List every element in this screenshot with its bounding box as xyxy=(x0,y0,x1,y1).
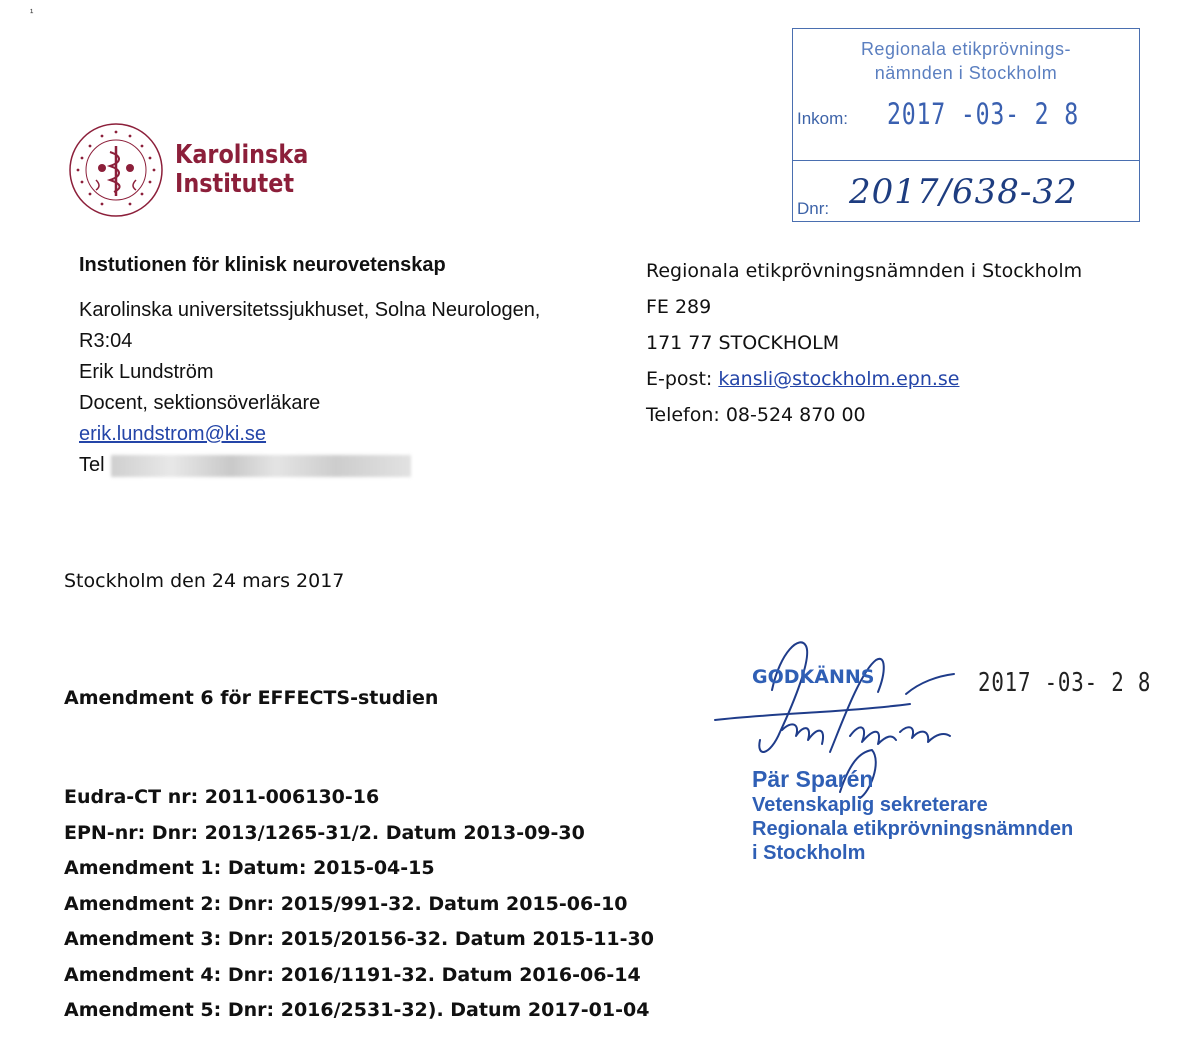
recipient-email-link[interactable]: kansli@stockholm.epn.se xyxy=(718,368,960,390)
stamp-org-line1: Regionala etikprövnings- xyxy=(860,39,1072,59)
signer-title: Vetenskaplig sekreterare xyxy=(752,794,988,816)
sender-tel-label: Tel xyxy=(79,454,105,476)
signer-org-line1: Regionala etikprövningsnämnden xyxy=(752,818,1074,840)
sender-tel-row xyxy=(79,450,619,481)
place-date: Stockholm den 24 mars 2017 xyxy=(64,570,345,592)
recipient-email-row xyxy=(646,361,1082,397)
karolinska-seal-icon xyxy=(66,120,166,220)
stamp-divider xyxy=(793,160,1139,161)
sender-department: Instutionen för klinisk neurovetenskap xyxy=(79,254,446,276)
logo-name-line2: Institutet xyxy=(175,169,295,199)
stamp-inkom-date: 2017 -03- 2 8 xyxy=(887,97,1079,131)
sender-email-link[interactable]: erik.lundstrom@ki.se xyxy=(79,423,267,445)
sender-address-line2: R3:04 xyxy=(79,330,133,352)
approval-word: GODKÄNNS xyxy=(752,666,875,688)
recipient-org: Regionala etikprövningsnämnden i Stockholm xyxy=(646,260,1083,282)
stamp-org xyxy=(793,37,1139,85)
redacted-phone xyxy=(111,455,411,477)
reference-item: Eudra-CT nr: 2011-006130-16 xyxy=(64,786,380,808)
reference-item: Amendment 5: Dnr: 2016/2531-32). Datum 2017-01-04 xyxy=(64,999,650,1021)
signer-org-line2: i Stockholm xyxy=(752,842,866,864)
stamp-dnr-value: 2017/638-32 xyxy=(849,172,1078,212)
sender-title: Docent, sektionsöverläkare xyxy=(79,392,321,414)
page-mark: ¹ xyxy=(30,8,34,19)
recipient-postal: 171 77 STOCKHOLM xyxy=(646,332,840,354)
received-stamp xyxy=(792,28,1140,222)
sender-block xyxy=(79,250,619,481)
stamp-inkom-label: Inkom: xyxy=(797,109,849,128)
reference-item: Amendment 4: Dnr: 2016/1191-32. Datum 2016-06-14 xyxy=(64,963,641,986)
logo-name-line1: Karolinska xyxy=(175,140,309,170)
letter-subject: Amendment 6 för EFFECTS-studien xyxy=(64,687,439,709)
recipient-block xyxy=(646,253,1082,433)
reference-list xyxy=(64,780,654,1029)
stamp-org-line2: nämnden i Stockholm xyxy=(874,63,1058,83)
karolinska-wordmark xyxy=(175,141,308,199)
reference-item: Amendment 1: Datum: 2015-04-15 xyxy=(64,857,435,879)
sender-name: Erik Lundström xyxy=(79,361,214,383)
reference-item: Amendment 2: Dnr: 2015/991-32. Datum 2015-06-10 xyxy=(64,892,628,915)
stamp-dnr-label: Dnr: xyxy=(797,199,830,218)
recipient-email-label: E-post: xyxy=(646,368,713,390)
sender-address-line1: Karolinska universitetssjukhuset, Solna Neurologen, xyxy=(79,299,541,321)
recipient-box: FE 289 xyxy=(646,296,712,318)
reference-item: Amendment 3: Dnr: 2015/20156-32. Datum 2015-11-30 xyxy=(64,928,654,950)
signer-name: Pär Sparén xyxy=(752,766,874,792)
signer-block xyxy=(752,765,1073,865)
approval-date: 2017 -03- 2 8 xyxy=(978,668,1152,698)
recipient-phone: Telefon: 08-524 870 00 xyxy=(646,404,866,426)
reference-item: EPN-nr: Dnr: 2013/1265-31/2. Datum 2013-09-30 xyxy=(64,821,585,844)
